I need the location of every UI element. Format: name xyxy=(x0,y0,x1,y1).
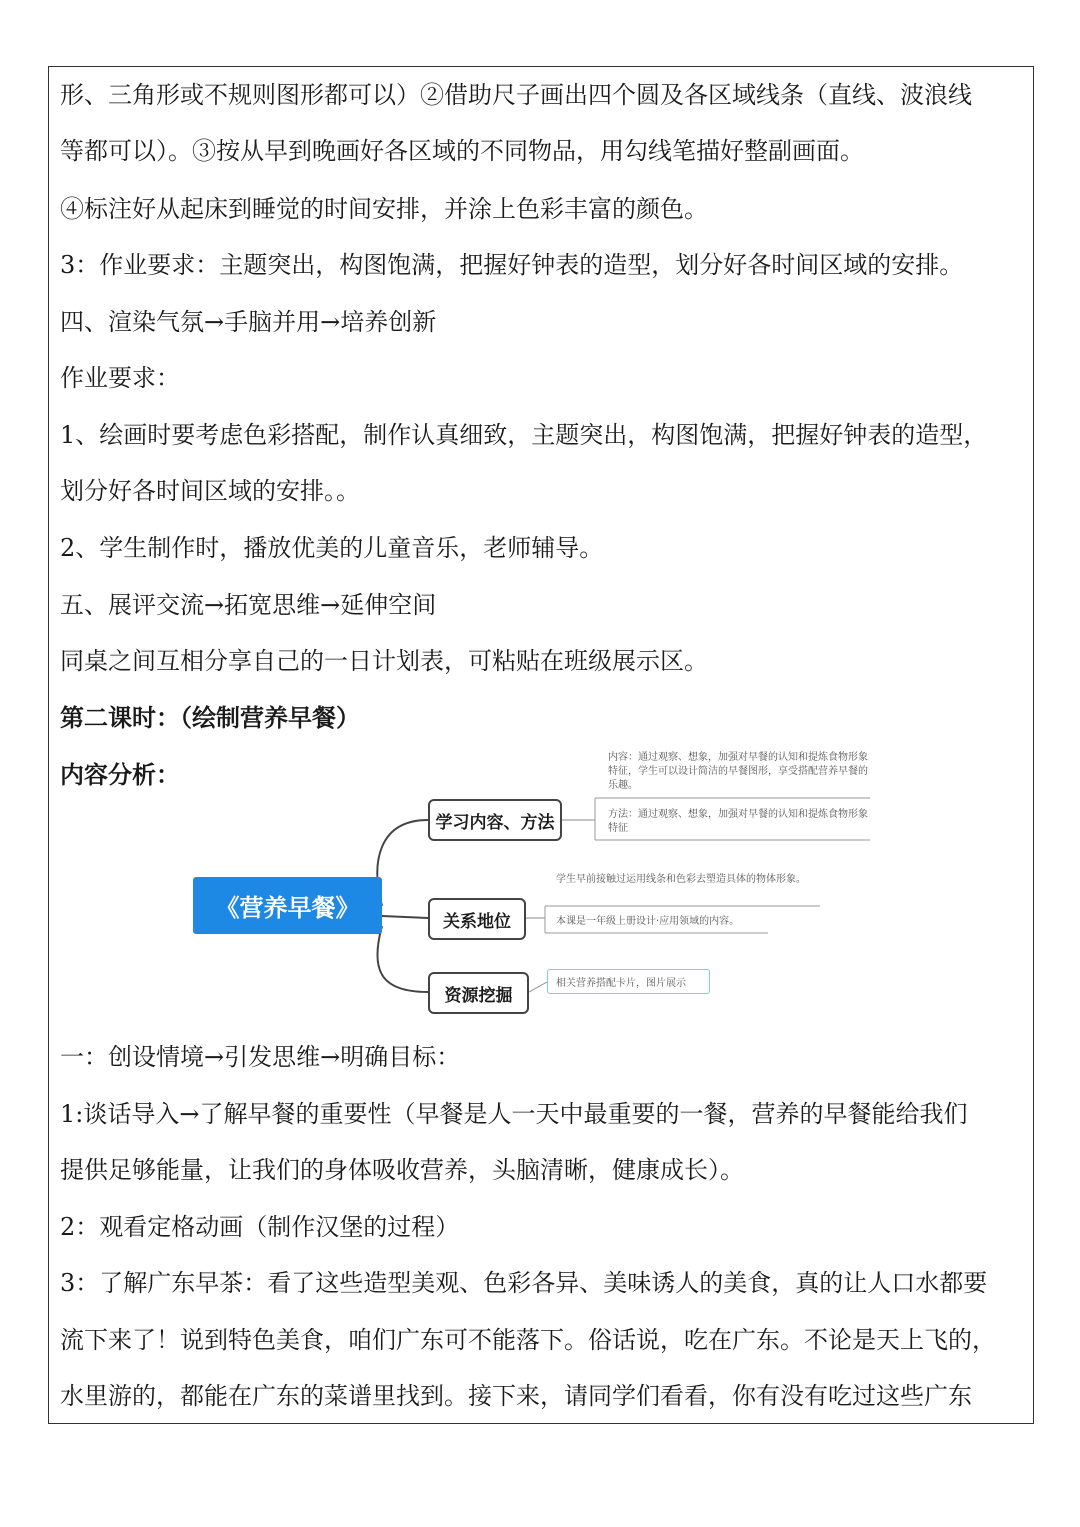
section-heading-4: 四、渲染气氛→手脑并用→培养创新 xyxy=(60,308,437,336)
text-line-11: 同桌之间互相分享自己的一日计划表，可粘贴在班级展示区。 xyxy=(60,647,708,675)
text-line-4: 3：作业要求：主题突出，构图饱满，把握好钟表的造型，划分好各时间区域的安排。 xyxy=(60,251,964,279)
note-relation-1: 学生早前接触过运用线条和色彩去塑造具体的物体形象。 xyxy=(556,874,806,885)
lesson-title: 第二课时：（绘制营养早餐） xyxy=(60,704,360,732)
note-relation-2: 本课是一年级上册设计·应用领域的内容。 xyxy=(556,916,740,927)
text-line-b4: 2：观看定格动画（制作汉堡的过程） xyxy=(60,1213,460,1241)
text-line-b2: 1:谈话导入→了解早餐的重要性（早餐是人一天中最重要的一餐，营养的早餐能给我们 xyxy=(60,1100,968,1128)
text-line-b5: 3：了解广东早茶：看了这些造型美观、色彩各异、美味诱人的美食，真的让人口水都要 xyxy=(60,1269,988,1297)
note-resources: 相关营养搭配卡片，图片展示 xyxy=(547,969,710,994)
branch-resources: 资源挖掘 xyxy=(428,972,529,1014)
branch-relation: 关系地位 xyxy=(428,898,526,940)
homework-label: 作业要求： xyxy=(60,364,180,392)
mindmap-root: 《营养早餐》 xyxy=(193,877,382,934)
text-line-3: ④标注好从起床到睡觉的时间安排，并涂上色彩丰富的颜色。 xyxy=(60,195,708,223)
text-line-7: 1、绘画时要考虑色彩搭配，制作认真细致，主题突出，构图饱满，把握好钟表的造型， xyxy=(60,421,988,449)
text-line-b3: 提供足够能量，让我们的身体吸收营养，头脑清晰，健康成长）。 xyxy=(60,1156,744,1184)
section-heading-5: 五、展评交流→拓宽思维→延伸空间 xyxy=(60,591,437,619)
text-line-b6: 流下来了！说到特色美食，咱们广东可不能落下。俗话说，吃在广东。不论是天上飞的， xyxy=(60,1326,996,1354)
text-line-1: 形、三角形或不规则图形都可以）②借助尺子画出四个圆及各区域线条（直线、波浪线 xyxy=(60,81,972,109)
branch-learning: 学习内容、方法 xyxy=(428,799,562,841)
note-content: 内容：通过观察、想象，加强对早餐的认知和提炼食物形象特征，学生可以设计简洁的早餐图形，享受搭配营养早餐的乐趣。 xyxy=(608,752,868,791)
text-line-2: 等都可以）。③按从早到晚画好各区域的不同物品，用勾线笔描好整副画面。 xyxy=(60,137,864,165)
note-method: 方法：通过观察、想象，加强对早餐的认知和提炼食物形象特征 xyxy=(608,809,868,834)
text-line-9: 2、学生制作时，播放优美的儿童音乐，老师辅导。 xyxy=(60,534,604,562)
section-heading-1: 一：创设情境→引发思维→明确目标： xyxy=(60,1043,461,1071)
content-analysis-label: 内容分析： xyxy=(60,761,180,789)
text-line-b7: 水里游的，都能在广东的菜谱里找到。接下来，请同学们看看，你有没有吃过这些广东 xyxy=(60,1382,972,1410)
text-line-8: 划分好各时间区域的安排。。 xyxy=(60,477,360,505)
